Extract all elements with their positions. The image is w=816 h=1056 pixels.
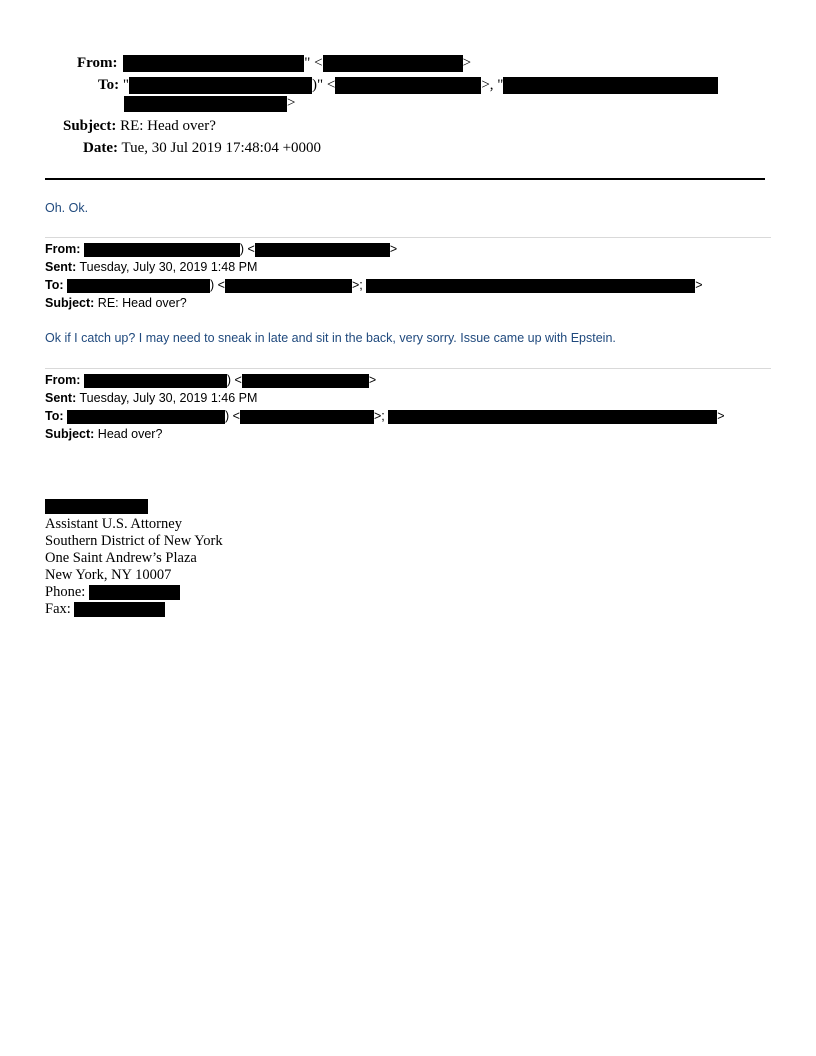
message1-body: Ok if I catch up? I may need to sneak in late and sit in the back, very sorry. Issue came up with Epstein.	[45, 331, 616, 345]
punct: ) <	[210, 278, 225, 292]
punct: )" <	[312, 77, 336, 93]
header-date-value: Tue, 30 Jul 2019 17:48:04 +0000	[121, 140, 322, 156]
signature-address-line1: One Saint Andrew’s Plaza	[45, 550, 197, 566]
signature-fax-label: Fax:	[45, 601, 71, 617]
header-subject-value: RE: Head over?	[120, 118, 216, 134]
header-from-label: From:	[77, 55, 118, 71]
message2-from-label: From:	[45, 373, 81, 387]
message1-subject-value: RE: Head over?	[97, 296, 187, 310]
message1-sent-row	[45, 259, 257, 276]
message1-from-label: From:	[45, 242, 81, 256]
message2-subject-label: Subject:	[45, 427, 95, 441]
message2-subject-row	[45, 426, 162, 443]
redacted-block	[129, 77, 312, 94]
message1-to-row	[45, 277, 703, 294]
redacted-block	[255, 243, 390, 257]
header-to-row	[98, 76, 718, 94]
message1-divider	[45, 237, 771, 238]
message1-from-row	[45, 241, 397, 258]
header-divider	[45, 178, 765, 180]
signature-office: Southern District of New York	[45, 533, 223, 549]
header-to-label: To:	[98, 77, 120, 93]
redacted-block	[123, 55, 304, 72]
redacted-block	[67, 279, 210, 293]
punct: >	[368, 373, 377, 387]
punct: >	[462, 55, 472, 71]
signature-phone-row	[45, 584, 180, 601]
punct: ) <	[226, 373, 242, 387]
header-to-continuation	[124, 94, 295, 112]
message2-subject-value: Head over?	[97, 427, 163, 441]
message1-subject-row	[45, 295, 187, 312]
header-subject-label: Subject:	[63, 118, 117, 134]
message2-to-row	[45, 408, 725, 425]
signature-name-redacted	[45, 499, 148, 514]
punct: " <	[304, 55, 323, 71]
redacted-block	[240, 410, 374, 424]
redacted-block	[84, 243, 240, 257]
message2-sent-row	[45, 390, 257, 407]
punct: >	[389, 242, 398, 256]
punct: >, "	[481, 77, 504, 93]
punct: >	[695, 278, 703, 292]
redacted-block	[503, 77, 718, 94]
message2-divider	[45, 368, 771, 369]
message1-subject-label: Subject:	[45, 296, 95, 310]
redacted-block	[225, 279, 352, 293]
punct: >	[717, 409, 725, 423]
message2-from-row	[45, 372, 376, 389]
punct: ) <	[239, 242, 255, 256]
punct: >	[287, 95, 296, 111]
redacted-block	[366, 279, 695, 293]
punct: >;	[373, 409, 389, 423]
signature-address-line2: New York, NY 10007	[45, 567, 172, 583]
message2-sent-label: Sent:	[45, 391, 77, 405]
redacted-block	[323, 55, 463, 72]
punct: ) <	[225, 409, 240, 423]
signature-title: Assistant U.S. Attorney	[45, 516, 182, 532]
redacted-block	[335, 77, 481, 94]
redacted-block	[67, 410, 225, 424]
header-subject-row	[63, 117, 216, 135]
message1-to-label: To:	[45, 278, 64, 292]
message1-sent-value: Tuesday, July 30, 2019 1:48 PM	[79, 260, 258, 274]
punct: >;	[351, 278, 367, 292]
header-date-row	[83, 139, 321, 157]
punct: "	[122, 77, 129, 93]
message2-sent-value: Tuesday, July 30, 2019 1:46 PM	[79, 391, 258, 405]
message1-sent-label: Sent:	[45, 260, 77, 274]
redacted-block	[388, 410, 717, 424]
reply-body: Oh. Ok.	[45, 201, 89, 215]
redacted-block	[89, 585, 180, 600]
redacted-block	[124, 96, 287, 112]
header-from-row	[77, 54, 471, 72]
signature-fax-row	[45, 601, 165, 618]
redacted-block	[74, 602, 165, 617]
signature-phone-label: Phone:	[45, 584, 86, 600]
redacted-block	[242, 374, 369, 388]
message2-to-label: To:	[45, 409, 64, 423]
header-date-label: Date:	[83, 140, 118, 156]
redacted-block	[84, 374, 227, 388]
